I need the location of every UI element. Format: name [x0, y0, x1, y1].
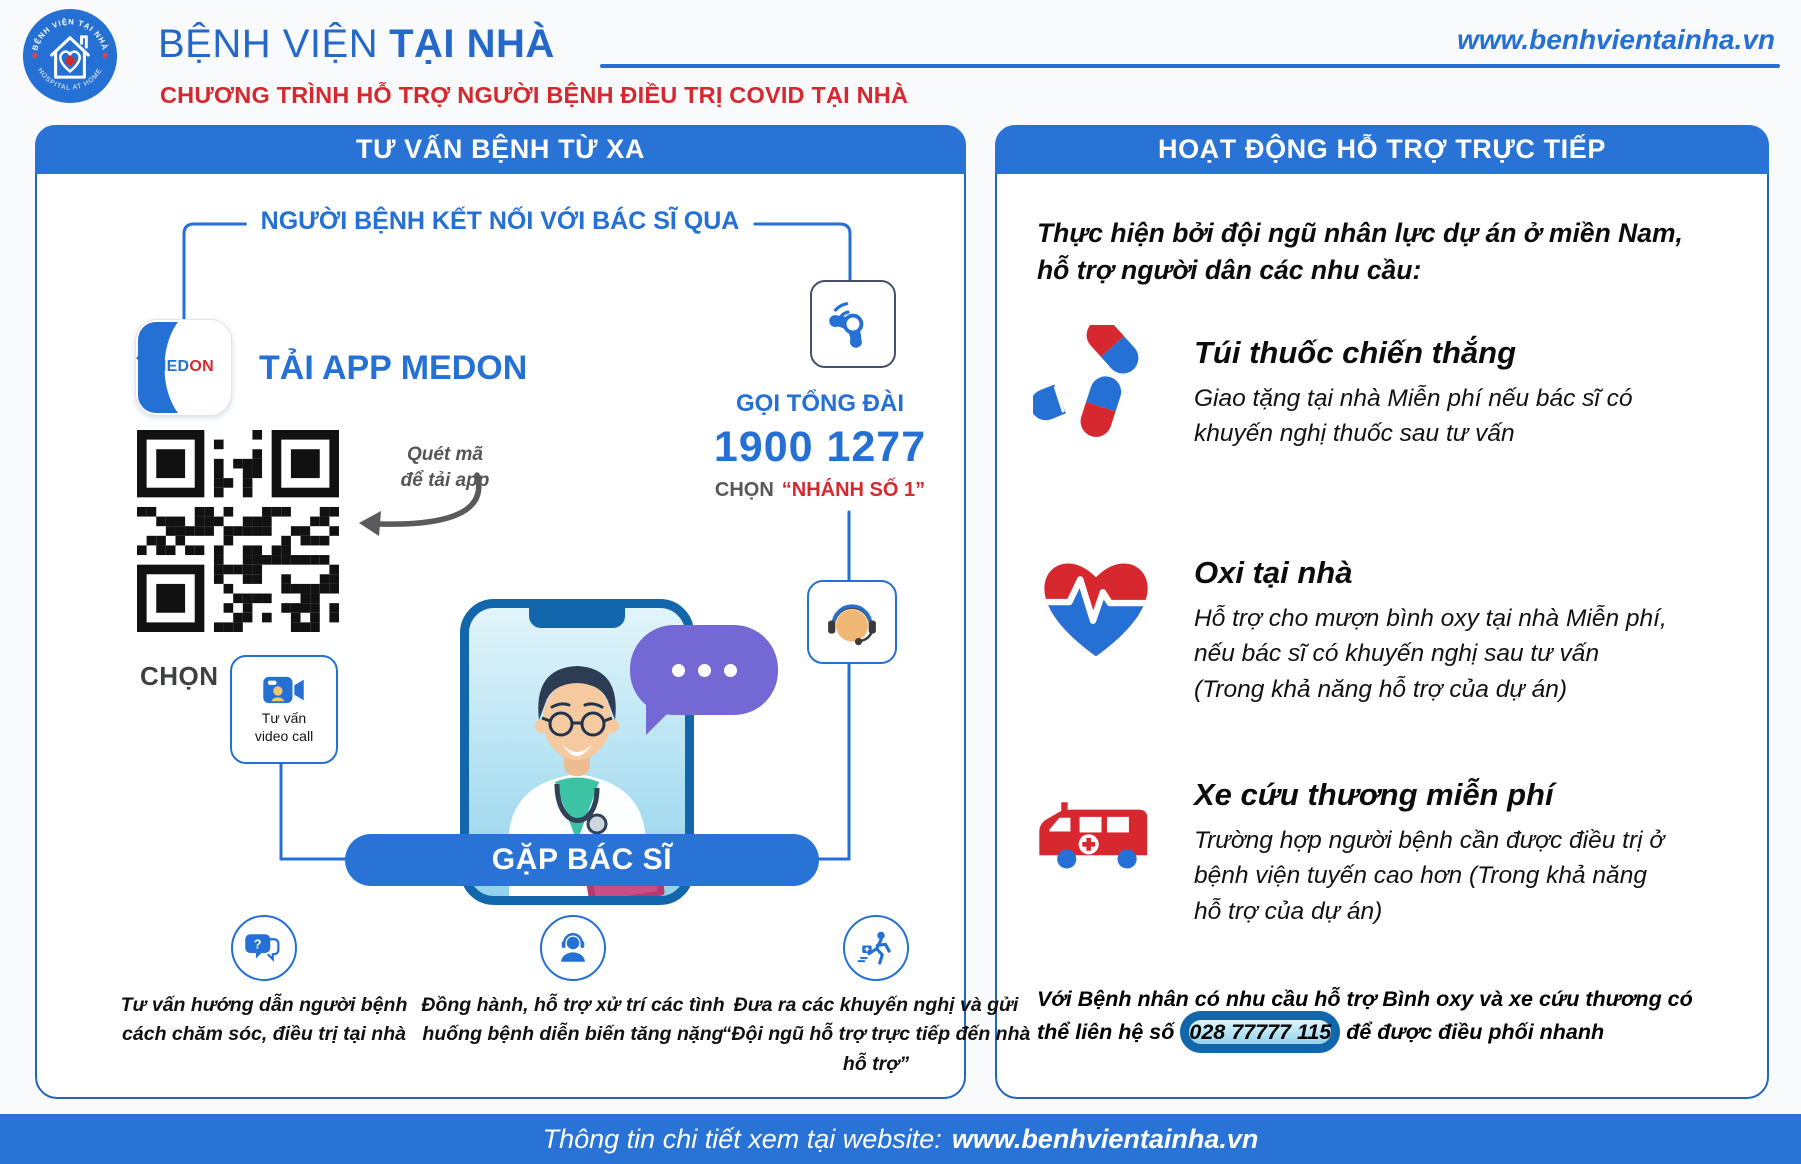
- outcome-text: Tư vấn hướng dẫn người bệnh cách chăm sóc, điều trị tại nhà: [120, 994, 408, 1046]
- service-item: [1032, 325, 1672, 465]
- outcome-text: Đưa ra các khuyến nghị và gửi “Đội ngũ hỗ trợ trực tiếp đến nhà hỗ trợ”: [721, 994, 1031, 1075]
- call-operator-box: [807, 580, 897, 664]
- medon-wordmark: MEDON: [152, 358, 215, 375]
- service-item: [1032, 545, 1672, 707]
- outcome-text: Đồng hành, hỗ trợ xử trí các tình huống bệnh diễn biến tăng nặng: [421, 994, 725, 1046]
- video-camera-icon: [261, 674, 307, 706]
- speech-bubble-icon: [630, 625, 778, 715]
- page-subtitle: CHƯƠNG TRÌNH HỖ TRỢ NGƯỜI BỆNH ĐIỀU TRỊ COVID TẠI NHÀ: [160, 82, 909, 108]
- page-title: BỆNH VIỆN TẠI NHÀ: [158, 22, 555, 66]
- svg-text:HOSPITAL AT HOME: HOSPITAL AT HOME: [36, 67, 104, 92]
- hotline-number: 1900 1277: [713, 423, 927, 471]
- left-panel-title-bar: TƯ VẤN BỆNH TỪ XA: [35, 125, 966, 174]
- qr-caption: Quét mã để tải app: [400, 444, 490, 491]
- connect-heading: NGƯỜI BỆNH KẾT NỐI VỚI BÁC SĨ QUA: [247, 207, 754, 236]
- service-item: [1032, 767, 1672, 929]
- hotline-branch-instruction: CHỌN “NHÁNH SỐ 1”: [714, 479, 926, 501]
- ambulance-icon: [1032, 789, 1160, 929]
- footer-website: www.benhvientainha.vn: [951, 1123, 1259, 1154]
- phone-notch: [529, 608, 625, 628]
- phone-handset-icon: [825, 296, 881, 352]
- panel-intro-text: Thực hiện bởi đội ngũ nhân lực dự án ở miền Nam, hỗ trợ người dân các nhu cầu:: [1037, 218, 1683, 286]
- service-description: Giao tặng tại nhà Miễn phí nếu bác sĩ có khuyến nghị thuốc sau tư vấn: [1194, 385, 1633, 448]
- video-call-label: Tư vấn video call: [254, 710, 314, 744]
- oxygen-ambulance-phone: 028 77777 115: [1180, 1011, 1340, 1053]
- website-url: www.benhvientainha.vn: [1457, 24, 1775, 55]
- choose-label: CHỌN: [140, 661, 219, 691]
- footer-text: Thông tin chi tiết xem tại website:: [542, 1123, 942, 1154]
- meet-doctor-pill: GẶP BÁC SĨ: [345, 834, 819, 886]
- medon-app-icon: [135, 319, 232, 416]
- footer-bar: [0, 1114, 1801, 1164]
- question-chat-icon: [231, 915, 297, 981]
- hospital-at-home-logo-icon: [22, 8, 118, 104]
- outcome-item: [108, 915, 420, 1050]
- rescue-runner-icon: [843, 915, 909, 981]
- service-description: Hỗ trợ cho mượn bình oxy tại nhà Miễn phí, nếu bác sĩ có khuyến nghị sau tư vấn (Trong khả năng hỗ trợ của dự án): [1194, 605, 1667, 703]
- service-title: Oxi tại nhà: [1194, 555, 1353, 590]
- medicine-pills-icon: [1032, 325, 1160, 465]
- heart-ekg-icon: [1032, 545, 1160, 707]
- call-operator-icon: [823, 593, 881, 651]
- contact-note: Với Bệnh nhân có nhu cầu hỗ trợ Bình oxy và xe cứu thương có thể liên hệ số 028 77777 115 để được điều phối nhanh: [1037, 983, 1697, 1050]
- direct-support-panel: [995, 125, 1769, 1099]
- download-app-cta: TẢI APP MEDON: [259, 349, 528, 387]
- title-underline: [600, 64, 1780, 68]
- support-agent-icon: [540, 915, 606, 981]
- svg-text:?: ?: [253, 937, 262, 952]
- remote-consultation-panel: [35, 125, 1031, 1099]
- outcome-item: [417, 915, 729, 1050]
- service-description: Trường hợp người bệnh cần được điều trị ở bệnh viện tuyến cao hơn (Trong khả năng hỗ trợ của dự án): [1194, 827, 1665, 925]
- service-title: Túi thuốc chiến thắng: [1194, 335, 1517, 370]
- hotline-icon-box: [810, 280, 896, 368]
- hotline-label: GỌI TỔNG ĐÀI: [736, 390, 904, 417]
- medon-swoosh-icon: [136, 348, 158, 360]
- right-panel-title-bar: HOẠT ĐỘNG HỖ TRỢ TRỰC TIẾP: [995, 125, 1769, 174]
- video-call-option: [230, 655, 338, 764]
- service-title: Xe cứu thương miễn phí: [1194, 777, 1554, 812]
- qr-code: [137, 430, 339, 632]
- outcome-item: [720, 915, 1032, 1079]
- svg-text:BỆNH VIỆN TẠI NHÀ: BỆNH VIỆN TẠI NHÀ: [30, 17, 110, 52]
